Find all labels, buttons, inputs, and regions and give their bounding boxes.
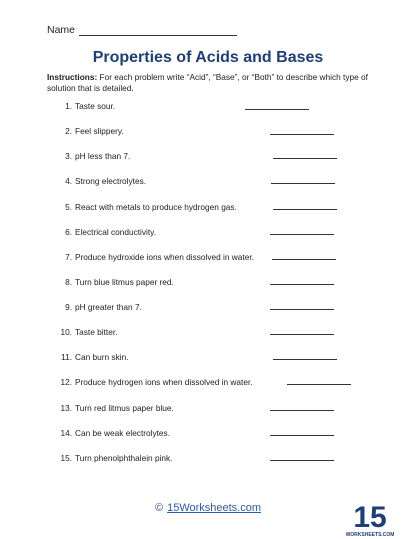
instructions [47, 72, 377, 94]
answer-line-4[interactable] [271, 183, 335, 184]
brand-logo [346, 497, 394, 539]
copyright-icon: © [154, 502, 164, 514]
answer-line-13[interactable] [270, 410, 334, 411]
question-number: 15. [60, 453, 72, 463]
name-answer-line[interactable] [79, 35, 237, 36]
question-7 [58, 252, 254, 262]
question-text: pH less than 7. [75, 151, 131, 161]
question-number: 7. [65, 252, 72, 262]
question-9 [58, 302, 142, 312]
answer-line-2[interactable] [270, 134, 334, 135]
question-number: 3. [65, 151, 72, 161]
question-number: 1. [65, 101, 72, 111]
question-text: Strong electrolytes. [75, 176, 147, 186]
question-text: Can be weak electrolytes. [75, 428, 171, 438]
question-text: Turn phenolphthalein pink. [75, 453, 173, 463]
answer-line-14[interactable] [270, 435, 334, 436]
question-5 [58, 202, 237, 212]
question-text: React with metals to produce hydrogen gas. [75, 202, 237, 212]
answer-line-8[interactable] [270, 284, 334, 285]
question-1 [58, 101, 115, 111]
question-number: 13. [60, 403, 72, 413]
question-text: Produce hydrogen ions when dissolved in water. [75, 377, 253, 387]
question-2 [58, 126, 124, 136]
question-number: 2. [65, 126, 72, 136]
answer-line-1[interactable] [245, 109, 309, 110]
question-text: Turn red litmus paper blue. [75, 403, 174, 413]
answer-line-3[interactable] [273, 158, 337, 159]
answer-line-10[interactable] [270, 334, 334, 335]
question-text: Turn blue litmus paper red. [75, 277, 174, 287]
answer-line-15[interactable] [270, 460, 334, 461]
question-number: 14. [60, 428, 72, 438]
question-number: 10. [60, 327, 72, 337]
instructions-lead: Instructions: [47, 72, 98, 82]
name-label: Name [47, 24, 76, 36]
logo-number: 15 [353, 501, 387, 534]
footer-site-link[interactable]: 15Worksheets.com [167, 502, 262, 514]
answer-line-5[interactable] [273, 209, 337, 210]
question-number: 8. [65, 277, 72, 287]
question-text: Can burn skin. [75, 352, 129, 362]
question-text: pH greater than 7. [75, 302, 142, 312]
question-number: 6. [65, 227, 72, 237]
question-number: 5. [65, 202, 72, 212]
answer-line-11[interactable] [273, 359, 337, 360]
question-text: Feel slippery. [75, 126, 124, 136]
question-number: 12. [60, 377, 72, 387]
question-number: 9. [65, 302, 72, 312]
question-number: 11. [61, 352, 72, 362]
question-text: Taste sour. [75, 101, 116, 111]
question-text: Electrical conductivity. [75, 227, 156, 237]
answer-line-7[interactable] [272, 259, 336, 260]
question-11 [58, 352, 129, 362]
question-number: 4. [65, 176, 72, 186]
answer-line-9[interactable] [270, 309, 334, 310]
logo-text: WORKSHEETS.COM [346, 532, 394, 538]
worksheet-title: Properties of Acids and Bases [92, 49, 324, 66]
question-15 [58, 453, 172, 463]
question-text: Produce hydroxide ions when dissolved in water. [75, 252, 254, 262]
answer-line-12[interactable] [287, 384, 351, 385]
question-10 [58, 327, 117, 337]
instructions-text: For each problem write “Acid”, “Base”, or “Both” to describe which type of solution that is detailed. [47, 72, 368, 93]
question-3 [58, 151, 130, 161]
question-14 [58, 428, 170, 438]
question-6 [58, 227, 156, 237]
question-8 [58, 277, 174, 287]
question-text: Taste bitter. [75, 327, 118, 337]
question-4 [58, 176, 146, 186]
question-13 [58, 403, 174, 413]
question-12 [58, 377, 253, 387]
answer-line-6[interactable] [270, 234, 334, 235]
